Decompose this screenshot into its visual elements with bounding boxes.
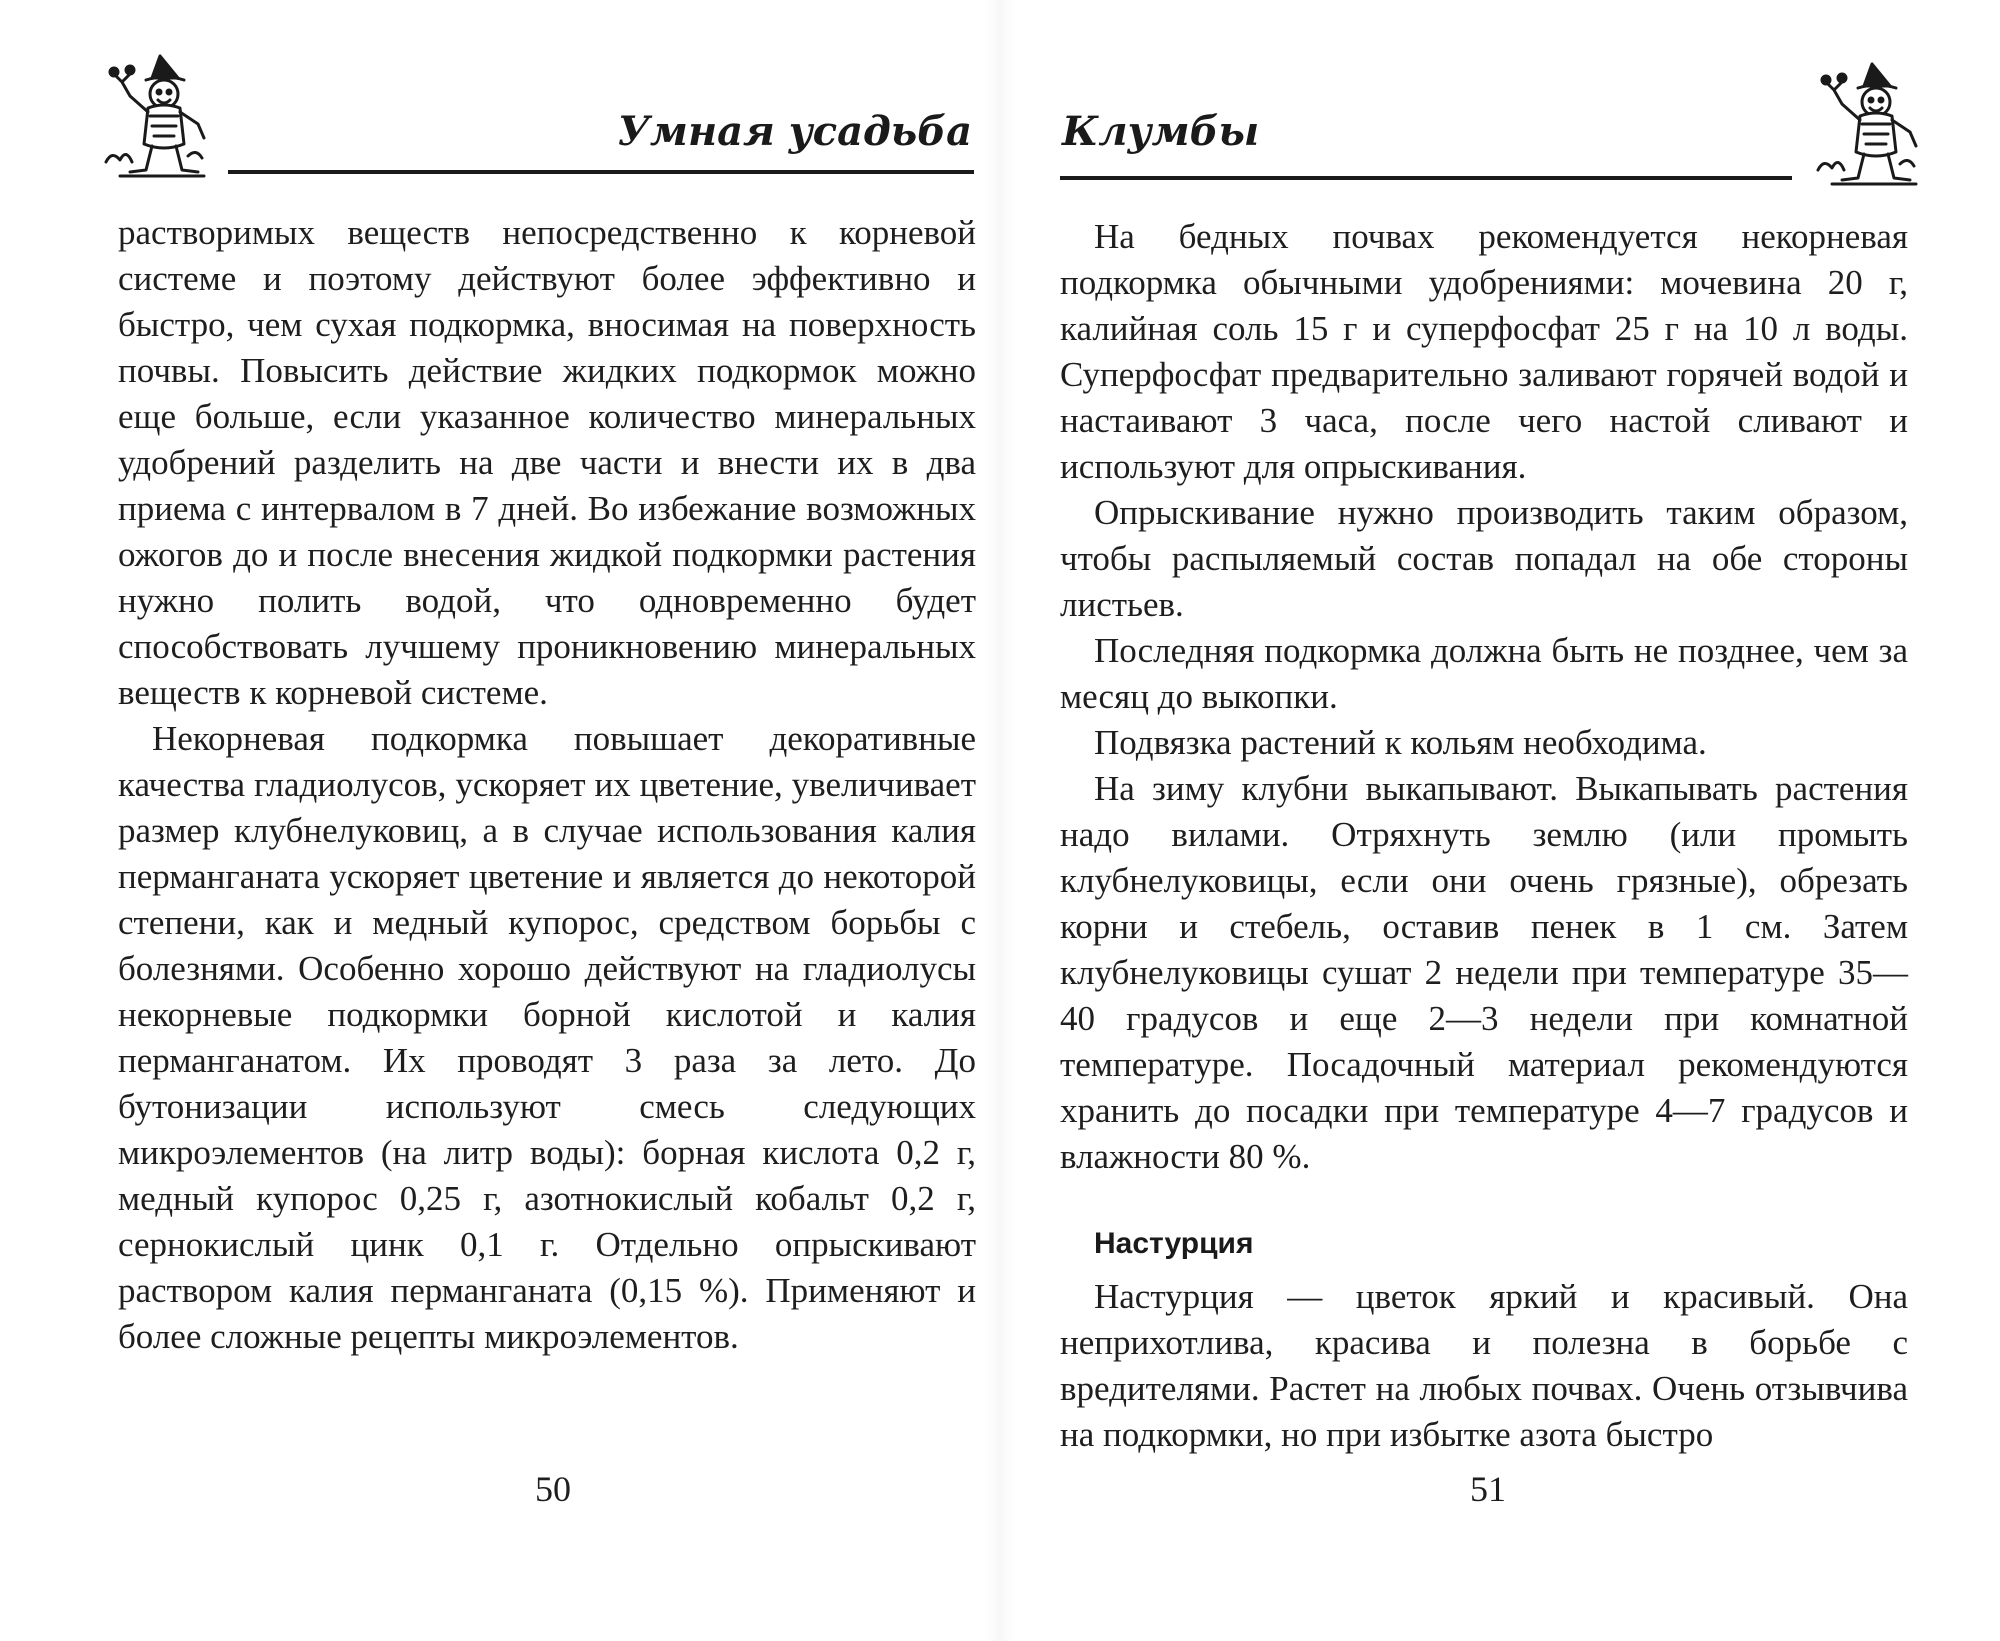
section-heading: Настурция	[1094, 1227, 1254, 1260]
page-body	[118, 210, 976, 1360]
right-page	[1000, 0, 2000, 1641]
gnome-gardener-icon	[1812, 60, 1924, 190]
running-head: Клумбы	[1062, 108, 1260, 155]
paragraph: Некорневая подкормка повышает декоративные качества гладиолусов, ускоряет их цветение, увеличивает размер клубнелуковиц, а в случае использования калия перманганата ускоряет цветение и является до некоторой степени, как и медный купорос, средством борьбы с болезнями. Особенно хорошо действуют на гладиолусы некорневые подкормки борной кислотой и калия перманганатом. Их проводят 3 раза за лето. До бутонизации используют смесь следующих микроэлементов (на литр воды): борная кислота 0,2 г, медный купорос 0,25 г, азотнокислый кобальт 0,2 г, сернокислый цинк 0,1 г. Отдельно опрыскивают раствором калия перманганата (0,15 %). Применяют и более сложные рецепты микроэлементов.	[118, 719, 976, 1356]
header-rule	[1060, 176, 1792, 180]
paragraph: На зиму клубни выкапывают. Выкапывать растения надо вилами. Отряхнуть землю (или промыть клубнелуковицы, если они очень грязные), обрезать корни и стебель, оставив пенек в 1 см. Затем клубнелуковицы сушат 2 недели при температуре 35—40 градусов и еще 2—3 недели при комнатной температуре. Посадочный материал рекомендуются хранить до посадки при температуре 4—7 градусов и влажности 80 %.	[1060, 769, 1908, 1176]
paragraph: Последняя подкормка должна быть не позднее, чем за месяц до выкопки.	[1060, 631, 1908, 716]
running-head: Умная усадьба	[617, 108, 972, 155]
paragraph: На бедных почвах рекомендуется некорневая подкормка обычными удобрениями: мочевина 20 г, калийная соль 15 г и суперфосфат 25 г на 10 л воды. Суперфосфат предварительно заливают горячей водой и настаивают 3 часа, после чего настой сливают и используют для опрыскивания.	[1060, 217, 1908, 486]
paragraph: Настурция — цветок яркий и красивый. Она неприхотлива, красива и полезна в борьбе с вредителями. Растет на любых почвах. Очень отзывчива на подкормки, но при избытке азота быстро	[1060, 1277, 1908, 1454]
page-number: 50	[535, 1469, 571, 1509]
page-number: 51	[1470, 1469, 1506, 1509]
paragraph: Подвязка растений к кольям необходима.	[1094, 723, 1707, 762]
page-body	[1060, 214, 1908, 1458]
paragraph: Опрыскивание нужно производить таким образом, чтобы распыляемый состав попадал на обе стороны листьев.	[1060, 493, 1908, 624]
gnome-gardener-icon	[100, 52, 212, 182]
paragraph: растворимых веществ непосредственно к корневой системе и поэтому действуют более эффективно и быстро, чем сухая подкормка, вносимая на поверхность почвы. Повысить действие жидких подкормок можно еще больше, если указанное количество минеральных удобрений разделить на две части и внести их в два приема с интервалом в 7 дней. Во избежание возможных ожогов до и после внесения жидкой подкормки растения нужно полить водой, что одновременно будет способствовать лучшему проникновению минеральных веществ к корневой системе.	[118, 213, 976, 712]
header-rule	[228, 170, 974, 174]
